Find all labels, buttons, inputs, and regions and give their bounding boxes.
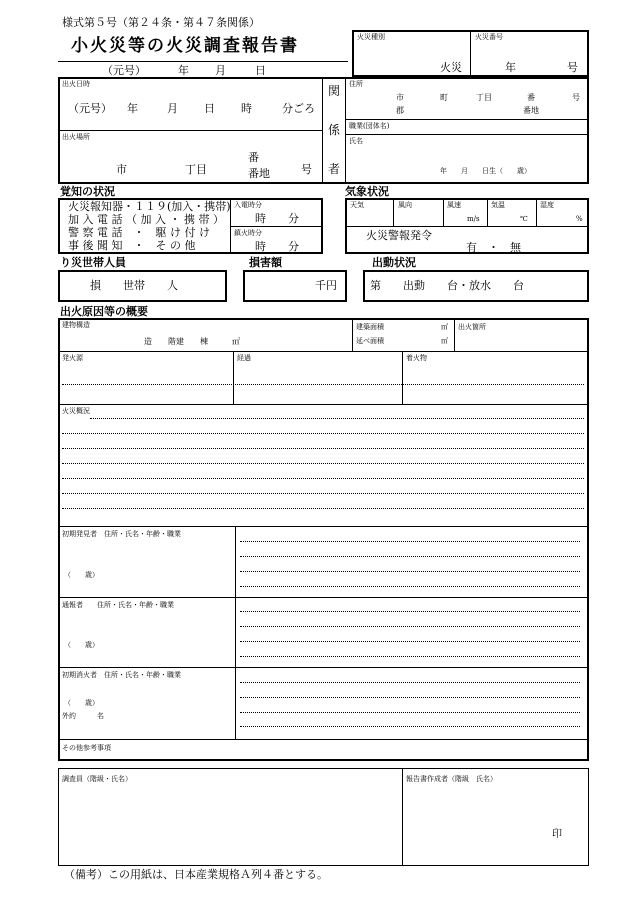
damage-amount-title: 損害額 xyxy=(249,256,282,269)
person-side-label-2: 係 xyxy=(328,123,341,137)
divider xyxy=(59,526,588,527)
dispatch-title: 出動状況 xyxy=(372,256,416,269)
building-structure-value[interactable]: 造 階建 棟 ㎡ xyxy=(144,337,240,346)
address-go[interactable]: 号 xyxy=(572,93,580,102)
divider xyxy=(393,199,394,226)
discoverer-age[interactable]: （ 歳） xyxy=(64,571,99,579)
address-label: 住所 xyxy=(349,80,363,88)
fire-date-era[interactable]: （元号） xyxy=(68,102,112,115)
person-side-label-3: 者 xyxy=(328,162,341,176)
weather-col-temp: 気温 xyxy=(491,201,505,209)
dotted-line xyxy=(62,493,584,494)
weather-col-sky: 天気 xyxy=(350,201,364,209)
detection-option-2[interactable]: 加 入 電 話 （ 加 入 ・ 携 帯 ） xyxy=(68,213,224,226)
divider xyxy=(443,199,444,226)
fire-type-label: 火災種別 xyxy=(357,33,385,41)
extinguish-time-label: 鎮火時分 xyxy=(234,229,262,237)
divider xyxy=(352,319,353,351)
divider xyxy=(454,319,455,351)
dotted-line xyxy=(240,611,580,612)
discoverer-label: 初期発見者 住所・氏名・年齢・職業 xyxy=(62,530,181,538)
address-gun[interactable]: 郡 xyxy=(396,106,404,115)
fire-place-ban[interactable]: 番 xyxy=(248,151,259,164)
households-value[interactable]: 損 世帯 人 xyxy=(90,279,178,292)
dotted-line xyxy=(62,508,584,509)
author-label: 報告書作成者（階級 氏名） xyxy=(406,775,497,783)
divider xyxy=(59,739,588,740)
divider xyxy=(59,130,322,131)
dotted-line xyxy=(240,712,580,713)
title-underline xyxy=(58,61,348,62)
weather-col-wind-dir: 風向 xyxy=(398,201,412,209)
divider xyxy=(59,351,588,352)
fire-place-go[interactable]: 号 xyxy=(301,163,312,176)
extinguisher-others[interactable]: 外約 名 xyxy=(62,712,104,720)
divider xyxy=(322,78,323,183)
divider xyxy=(402,769,403,865)
unit-wind: m/s xyxy=(467,215,480,223)
arrival-time-label: 入電時分 xyxy=(234,201,262,209)
extinguisher-label: 初期消火者 住所・氏名・年齢・職業 xyxy=(62,671,181,679)
address-town[interactable]: 町 xyxy=(440,93,448,102)
dotted-line xyxy=(240,626,580,627)
fire-place-label: 出火場所 xyxy=(62,133,90,141)
floor-area-unit: ㎡ xyxy=(441,323,448,331)
unit-temp: ℃ xyxy=(520,215,528,223)
dotted-line xyxy=(62,433,584,434)
name-label: 氏名 xyxy=(349,137,363,145)
fire-point-label: 出火箇所 xyxy=(458,323,486,331)
birth-date[interactable]: 年 月 日生（ 歳） xyxy=(440,167,531,175)
dotted-line xyxy=(62,463,584,464)
ignited-object-label: 着火物 xyxy=(406,354,427,362)
divider xyxy=(59,667,588,668)
unit-humidity: % xyxy=(576,215,583,223)
divider xyxy=(235,527,236,739)
report-era: （元号） xyxy=(102,64,146,77)
divider xyxy=(231,226,321,227)
dotted-line xyxy=(240,541,580,542)
divider xyxy=(346,226,588,227)
seal-mark: 印 xyxy=(552,829,562,840)
dotted-line xyxy=(240,641,580,642)
address-chome[interactable]: 丁目 xyxy=(476,93,492,102)
divider xyxy=(233,352,234,404)
divider xyxy=(59,404,588,405)
divider xyxy=(487,199,488,226)
fire-number-label: 火災番号 xyxy=(475,33,503,41)
detection-option-1[interactable]: 火災報知器・１１９(加入・携帯) xyxy=(68,200,231,213)
dotted-line xyxy=(240,571,580,572)
form-number: 様式第５号（第２４条・第４７条関係） xyxy=(62,16,260,29)
fire-date-year[interactable]: 年 xyxy=(127,102,138,115)
fire-place-city[interactable]: 市 xyxy=(116,163,127,176)
fire-warning-label: 火災警報発令 xyxy=(366,229,432,242)
ignition-source-label: 発火源 xyxy=(62,354,83,362)
fire-warning-value[interactable]: 有 ・ 無 xyxy=(466,241,521,254)
divider xyxy=(470,31,471,76)
fire-date-label: 出火日時 xyxy=(62,80,90,88)
address-banchi[interactable]: 番地 xyxy=(523,106,539,115)
dotted-line xyxy=(240,726,580,727)
fire-type-value[interactable]: 火災 xyxy=(440,61,462,74)
address-ban[interactable]: 番 xyxy=(527,93,535,102)
damage-amount-value[interactable]: 千円 xyxy=(315,279,337,292)
extinguish-time-value[interactable]: 時 分 xyxy=(255,240,299,253)
extinguisher-age[interactable]: （ 歳） xyxy=(64,699,99,707)
page-title: 小火災等の火災調査報告書 xyxy=(71,36,299,56)
occupation-label: 職業(団体名) xyxy=(349,122,390,130)
investigator-label: 調査員（階級・氏名） xyxy=(62,775,132,783)
fire-place-banchi[interactable]: 番地 xyxy=(248,167,270,180)
divider xyxy=(536,199,537,226)
dotted-line xyxy=(240,556,580,557)
dotted-line xyxy=(62,478,584,479)
detection-option-3[interactable]: 警 察 電 話 ・ 駆 け 付 け xyxy=(68,226,210,239)
floor-area-label: 建築面積 xyxy=(356,323,384,331)
signature-box xyxy=(58,768,589,866)
dotted-line xyxy=(62,384,584,385)
dotted-line xyxy=(90,418,584,419)
fire-number-year[interactable]: 年 xyxy=(505,61,516,74)
fire-number-suffix[interactable]: 号 xyxy=(567,61,578,74)
fire-date-minute[interactable]: 分ごろ xyxy=(282,102,315,115)
dotted-line xyxy=(240,656,580,657)
divider xyxy=(345,78,346,183)
total-area-label: 延べ面積 xyxy=(356,337,384,345)
dotted-line xyxy=(240,586,580,587)
report-month: 月 xyxy=(215,64,226,77)
dotted-line xyxy=(240,697,580,698)
fire-date-month[interactable]: 月 xyxy=(167,102,178,115)
fire-date-hour[interactable]: 時 xyxy=(241,102,252,115)
divider xyxy=(402,352,403,404)
address-city[interactable]: 市 xyxy=(396,93,404,102)
dispatch-value[interactable]: 第 出動 台・放水 台 xyxy=(370,279,524,292)
divider xyxy=(59,597,588,598)
dotted-line xyxy=(62,448,584,449)
building-structure-label: 建物構造 xyxy=(62,321,90,329)
reporter-label: 通報者 住所・氏名・年齢・職業 xyxy=(62,601,174,609)
footer-remark: （備考）この用紙は、日本産業規格Ａ列４番とする。 xyxy=(64,868,328,881)
households-title: り災世帯人員 xyxy=(60,256,126,269)
weather-col-wind-speed: 風速 xyxy=(447,201,461,209)
fire-date-day[interactable]: 日 xyxy=(204,102,215,115)
reporter-age[interactable]: （ 歳） xyxy=(64,641,99,649)
total-area-unit: ㎡ xyxy=(441,337,448,345)
notes-label: その他参考事項 xyxy=(62,744,111,752)
weather-title: 気象状況 xyxy=(345,185,389,198)
dotted-line xyxy=(240,682,580,683)
report-year: 年 xyxy=(178,64,189,77)
detection-title: 覚知の状況 xyxy=(60,185,115,198)
report-day: 日 xyxy=(255,64,266,77)
detection-option-4[interactable]: 事 後 聞 知 ・ そ の 他 xyxy=(68,239,196,252)
person-side-label-1: 関 xyxy=(328,84,341,98)
weather-col-humidity: 湿度 xyxy=(540,201,554,209)
divider xyxy=(346,134,588,135)
divider xyxy=(346,119,588,120)
process-label: 経過 xyxy=(237,354,251,362)
cause-title: 出火原因等の概要 xyxy=(60,305,148,318)
fire-summary-label: 火災概況 xyxy=(62,407,90,415)
fire-place-chome[interactable]: 丁目 xyxy=(185,163,207,176)
arrival-time-value[interactable]: 時 分 xyxy=(255,212,299,225)
